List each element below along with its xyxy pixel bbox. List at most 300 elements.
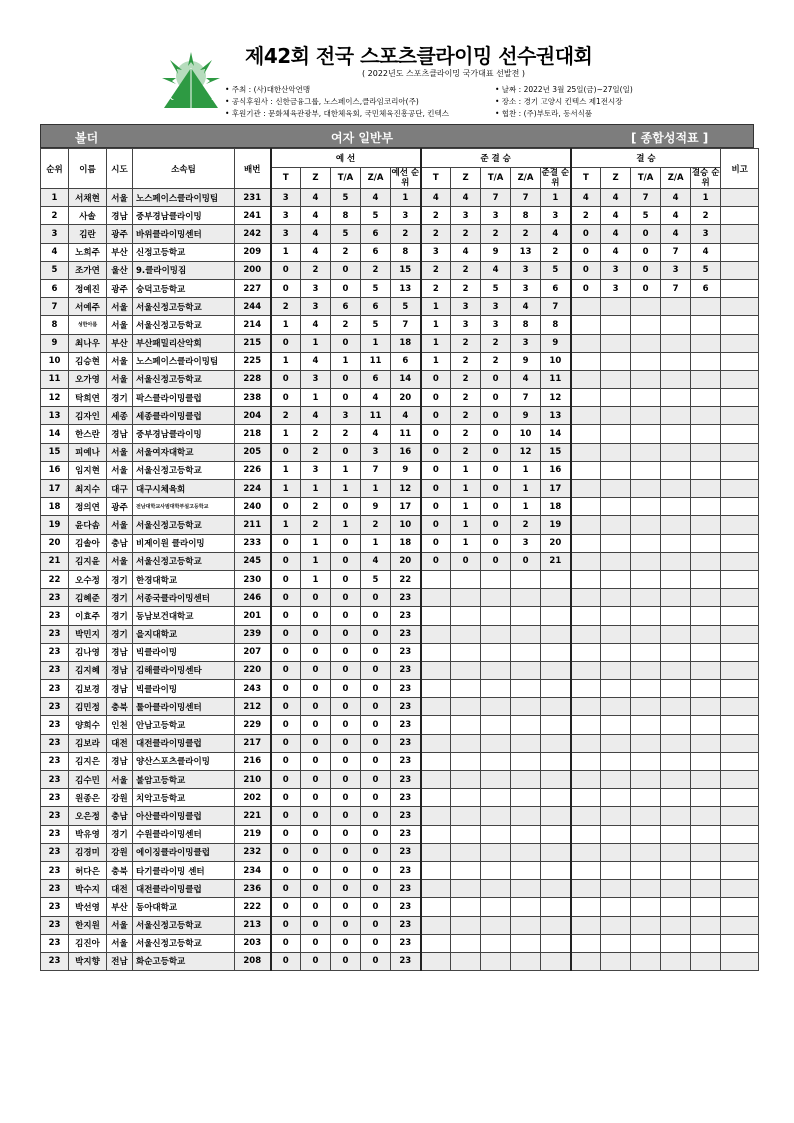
final-t-cell <box>571 570 601 588</box>
semi-z-cell <box>451 643 481 661</box>
final-ta-cell <box>631 843 661 861</box>
final-za-cell <box>661 916 691 934</box>
final-z-cell <box>601 880 631 898</box>
semi-t-cell <box>421 825 451 843</box>
team-cell: 서울신정고등학교 <box>133 316 235 334</box>
region-cell: 경남 <box>107 752 133 770</box>
final-t-cell: 4 <box>571 189 601 207</box>
final-t-cell <box>571 716 601 734</box>
rank-cell: 5 <box>41 261 69 279</box>
note-cell <box>721 643 759 661</box>
team-cell: 서울신정고등학교 <box>133 298 235 316</box>
semi-rank-cell <box>541 607 571 625</box>
qual-za-cell: 0 <box>361 625 391 643</box>
rank-cell: 23 <box>41 952 69 970</box>
bib-cell: 205 <box>235 443 271 461</box>
note-cell <box>721 352 759 370</box>
results-body <box>41 189 759 971</box>
name-cell: 최나우 <box>69 334 107 352</box>
final-t-cell <box>571 861 601 879</box>
qual-ta-cell: 0 <box>331 589 361 607</box>
bib-cell: 231 <box>235 189 271 207</box>
semi-rank-cell: 17 <box>541 480 571 498</box>
final-t-cell <box>571 680 601 698</box>
semi-t-cell: 0 <box>421 516 451 534</box>
col-q-ta: T/A <box>331 168 361 189</box>
semi-t-cell <box>421 861 451 879</box>
semi-ta-cell <box>481 716 511 734</box>
final-z-cell <box>601 625 631 643</box>
semi-t-cell: 0 <box>421 370 451 388</box>
semi-ta-cell: 9 <box>481 243 511 261</box>
name-cell: 조가연 <box>69 261 107 279</box>
qual-ta-cell: 0 <box>331 498 361 516</box>
col-name: 이름 <box>69 149 107 189</box>
final-z-cell <box>601 316 631 334</box>
region-cell: 부산 <box>107 334 133 352</box>
semi-rank-cell <box>541 825 571 843</box>
qual-t-cell: 0 <box>271 643 301 661</box>
note-cell <box>721 898 759 916</box>
table-row <box>41 352 759 370</box>
qual-z-cell: 0 <box>301 752 331 770</box>
note-cell <box>721 261 759 279</box>
col-rank: 순위 <box>41 149 69 189</box>
semi-rank-cell <box>541 643 571 661</box>
semi-t-cell <box>421 589 451 607</box>
table-row <box>41 716 759 734</box>
team-cell: 동남보건대학교 <box>133 607 235 625</box>
qual-z-cell: 1 <box>301 334 331 352</box>
semi-t-cell: 0 <box>421 443 451 461</box>
final-rank-cell <box>691 643 721 661</box>
team-cell: 9.클라이밍짐 <box>133 261 235 279</box>
semi-rank-cell <box>541 789 571 807</box>
final-za-cell <box>661 752 691 770</box>
qual-t-cell: 0 <box>271 607 301 625</box>
final-rank-cell <box>691 352 721 370</box>
semi-t-cell: 2 <box>421 261 451 279</box>
name-cell: 원종은 <box>69 789 107 807</box>
qual-z-cell: 0 <box>301 880 331 898</box>
table-row <box>41 407 759 425</box>
team-cell: 노스페이스클라이밍팀 <box>133 352 235 370</box>
final-z-cell: 4 <box>601 207 631 225</box>
bib-cell: 203 <box>235 934 271 952</box>
qual-rank-cell: 23 <box>391 625 421 643</box>
qual-ta-cell: 1 <box>331 516 361 534</box>
semi-t-cell <box>421 843 451 861</box>
region-cell: 충북 <box>107 698 133 716</box>
rank-cell: 4 <box>41 243 69 261</box>
qual-rank-cell: 6 <box>391 352 421 370</box>
region-cell: 전남 <box>107 952 133 970</box>
qual-z-cell: 0 <box>301 807 331 825</box>
qual-rank-cell: 23 <box>391 952 421 970</box>
final-t-cell <box>571 498 601 516</box>
semi-za-cell <box>511 734 541 752</box>
semi-rank-cell: 7 <box>541 298 571 316</box>
qual-ta-cell: 0 <box>331 625 361 643</box>
semi-ta-cell: 3 <box>481 298 511 316</box>
final-ta-cell <box>631 734 661 752</box>
final-ta-cell: 7 <box>631 189 661 207</box>
category-label: 여자 일반부 <box>331 131 394 145</box>
final-za-cell <box>661 825 691 843</box>
note-cell <box>721 843 759 861</box>
semi-t-cell <box>421 952 451 970</box>
qual-ta-cell: 0 <box>331 643 361 661</box>
final-z-cell <box>601 389 631 407</box>
qual-t-cell: 0 <box>271 789 301 807</box>
semi-rank-cell <box>541 625 571 643</box>
event-info <box>495 84 633 120</box>
qual-ta-cell: 0 <box>331 607 361 625</box>
logo-letters <box>166 92 218 103</box>
semi-t-cell <box>421 934 451 952</box>
semi-z-cell <box>451 625 481 643</box>
final-ta-cell <box>631 570 661 588</box>
semi-ta-cell <box>481 698 511 716</box>
final-ta-cell <box>631 425 661 443</box>
bib-cell: 201 <box>235 607 271 625</box>
final-rank-cell: 4 <box>691 243 721 261</box>
col-team: 소속팀 <box>133 149 235 189</box>
qual-t-cell: 0 <box>271 534 301 552</box>
qual-rank-cell: 20 <box>391 552 421 570</box>
semi-za-cell <box>511 807 541 825</box>
semi-t-cell <box>421 789 451 807</box>
rank-cell: 10 <box>41 352 69 370</box>
semi-z-cell: 1 <box>451 534 481 552</box>
final-rank-cell <box>691 607 721 625</box>
final-z-cell <box>601 698 631 716</box>
qual-t-cell: 0 <box>271 716 301 734</box>
final-z-cell <box>601 352 631 370</box>
bib-cell: 221 <box>235 807 271 825</box>
qual-t-cell: 1 <box>271 461 301 479</box>
qual-za-cell: 0 <box>361 843 391 861</box>
final-za-cell: 7 <box>661 243 691 261</box>
qual-rank-cell: 23 <box>391 607 421 625</box>
semi-t-cell <box>421 698 451 716</box>
qual-ta-cell: 3 <box>331 407 361 425</box>
team-cell: 김해클라이밍센타 <box>133 661 235 679</box>
final-za-cell: 4 <box>661 207 691 225</box>
qual-z-cell: 0 <box>301 789 331 807</box>
semi-ta-cell <box>481 807 511 825</box>
final-ta-cell <box>631 480 661 498</box>
region-cell: 광주 <box>107 279 133 297</box>
final-t-cell: 0 <box>571 279 601 297</box>
bib-cell: 245 <box>235 552 271 570</box>
semi-z-cell: 2 <box>451 389 481 407</box>
rank-cell: 23 <box>41 789 69 807</box>
qual-rank-cell: 4 <box>391 407 421 425</box>
region-cell: 경기 <box>107 570 133 588</box>
name-cell: 김자인 <box>69 407 107 425</box>
final-t-cell <box>571 807 601 825</box>
qual-t-cell: 0 <box>271 552 301 570</box>
name-cell: 김지혜 <box>69 661 107 679</box>
final-za-cell <box>661 625 691 643</box>
rank-cell: 9 <box>41 334 69 352</box>
final-za-cell <box>661 370 691 388</box>
semi-rank-cell <box>541 934 571 952</box>
qual-t-cell: 1 <box>271 425 301 443</box>
col-s-ta: T/A <box>481 168 511 189</box>
col-f-rank: 결승 순위 <box>691 168 720 188</box>
bib-cell: 232 <box>235 843 271 861</box>
final-rank-cell <box>691 807 721 825</box>
semi-z-cell <box>451 807 481 825</box>
qual-ta-cell: 2 <box>331 316 361 334</box>
semi-z-cell <box>451 934 481 952</box>
semi-z-cell <box>451 607 481 625</box>
final-rank-cell: 2 <box>691 207 721 225</box>
final-za-cell <box>661 480 691 498</box>
qual-ta-cell: 0 <box>331 279 361 297</box>
qual-rank-cell: 18 <box>391 534 421 552</box>
table-row <box>41 589 759 607</box>
results-banner <box>40 124 754 148</box>
team-cell: 대전클라이밍클럽 <box>133 734 235 752</box>
team-cell: 중부경남클라이밍 <box>133 425 235 443</box>
semi-z-cell <box>451 698 481 716</box>
semi-rank-cell: 16 <box>541 461 571 479</box>
semi-za-cell: 4 <box>511 370 541 388</box>
qual-z-cell: 4 <box>301 407 331 425</box>
rank-cell: 23 <box>41 716 69 734</box>
final-t-cell <box>571 552 601 570</box>
qual-rank-cell: 23 <box>391 934 421 952</box>
qual-z-cell: 0 <box>301 916 331 934</box>
final-ta-cell: 0 <box>631 279 661 297</box>
region-cell: 경기 <box>107 825 133 843</box>
qual-ta-cell: 0 <box>331 880 361 898</box>
final-ta-cell <box>631 825 661 843</box>
bib-cell: 220 <box>235 661 271 679</box>
note-cell <box>721 734 759 752</box>
final-za-cell <box>661 607 691 625</box>
name-cell: 탁희연 <box>69 389 107 407</box>
semi-z-cell: 3 <box>451 316 481 334</box>
final-za-cell <box>661 843 691 861</box>
final-z-cell <box>601 334 631 352</box>
region-cell: 경남 <box>107 680 133 698</box>
semi-t-cell: 1 <box>421 316 451 334</box>
bib-cell: 238 <box>235 389 271 407</box>
table-row <box>41 334 759 352</box>
qual-z-cell: 2 <box>301 425 331 443</box>
note-cell <box>721 225 759 243</box>
final-ta-cell <box>631 316 661 334</box>
semi-ta-cell <box>481 916 511 934</box>
semi-t-cell <box>421 771 451 789</box>
region-cell: 강원 <box>107 843 133 861</box>
team-cell: 타기클라이밍 센터 <box>133 861 235 879</box>
semi-ta-cell <box>481 589 511 607</box>
table-row <box>41 461 759 479</box>
qual-ta-cell: 0 <box>331 370 361 388</box>
final-za-cell <box>661 334 691 352</box>
qual-ta-cell: 0 <box>331 443 361 461</box>
bib-cell: 236 <box>235 880 271 898</box>
table-row <box>41 734 759 752</box>
final-t-cell: 0 <box>571 243 601 261</box>
col-s-t: T <box>421 168 451 189</box>
final-za-cell <box>661 298 691 316</box>
semi-rank-cell: 19 <box>541 516 571 534</box>
rank-cell: 19 <box>41 516 69 534</box>
name-cell: 김지은 <box>69 752 107 770</box>
qual-t-cell: 0 <box>271 498 301 516</box>
semi-rank-cell <box>541 898 571 916</box>
semi-za-cell <box>511 898 541 916</box>
qual-ta-cell: 0 <box>331 698 361 716</box>
final-za-cell <box>661 407 691 425</box>
name-cell: 정예진 <box>69 279 107 297</box>
final-rank-cell <box>691 498 721 516</box>
table-row <box>41 243 759 261</box>
bib-cell: 216 <box>235 752 271 770</box>
semi-rank-cell <box>541 570 571 588</box>
table-row <box>41 825 759 843</box>
final-ta-cell <box>631 461 661 479</box>
team-cell: 대구시체육회 <box>133 480 235 498</box>
name-cell: 김보경 <box>69 680 107 698</box>
final-t-cell <box>571 734 601 752</box>
name-cell: 서채현 <box>69 189 107 207</box>
rank-cell: 13 <box>41 407 69 425</box>
final-t-cell <box>571 389 601 407</box>
qual-t-cell: 0 <box>271 279 301 297</box>
semi-z-cell <box>451 898 481 916</box>
qual-za-cell: 0 <box>361 661 391 679</box>
semi-ta-cell <box>481 680 511 698</box>
rank-cell: 23 <box>41 607 69 625</box>
final-za-cell <box>661 661 691 679</box>
semi-z-cell: 2 <box>451 225 481 243</box>
final-za-cell <box>661 570 691 588</box>
final-z-cell: 4 <box>601 189 631 207</box>
qual-za-cell: 0 <box>361 752 391 770</box>
final-rank-cell <box>691 407 721 425</box>
semi-z-cell <box>451 861 481 879</box>
qual-za-cell: 6 <box>361 370 391 388</box>
final-rank-cell <box>691 534 721 552</box>
rank-cell: 3 <box>41 225 69 243</box>
qual-t-cell: 0 <box>271 934 301 952</box>
qual-ta-cell: 5 <box>331 189 361 207</box>
qual-t-cell: 0 <box>271 334 301 352</box>
team-cell: 전남대학교사범대학부설고등학교 <box>133 498 235 516</box>
final-za-cell <box>661 389 691 407</box>
note-cell <box>721 698 759 716</box>
semi-t-cell <box>421 680 451 698</box>
semi-z-cell: 2 <box>451 407 481 425</box>
name-cell: 피예나 <box>69 443 107 461</box>
final-t-cell <box>571 534 601 552</box>
qual-z-cell: 2 <box>301 261 331 279</box>
final-rank-cell <box>691 771 721 789</box>
col-f-ta: T/A <box>631 168 661 189</box>
semi-z-cell <box>451 716 481 734</box>
final-t-cell <box>571 789 601 807</box>
name-cell: 김민정 <box>69 698 107 716</box>
qual-za-cell: 5 <box>361 279 391 297</box>
qual-ta-cell: 0 <box>331 534 361 552</box>
semi-rank-cell: 9 <box>541 334 571 352</box>
final-z-cell <box>601 461 631 479</box>
final-rank-cell <box>691 661 721 679</box>
bib-cell: 241 <box>235 207 271 225</box>
final-ta-cell <box>631 861 661 879</box>
table-row <box>41 898 759 916</box>
table-row <box>41 661 759 679</box>
semi-rank-cell: 11 <box>541 370 571 388</box>
name-cell: 허다은 <box>69 861 107 879</box>
rank-cell: 23 <box>41 734 69 752</box>
semi-t-cell <box>421 898 451 916</box>
qual-t-cell: 0 <box>271 625 301 643</box>
name-cell: 임지현 <box>69 461 107 479</box>
qual-z-cell: 4 <box>301 352 331 370</box>
region-cell: 대전 <box>107 880 133 898</box>
semi-z-cell: 2 <box>451 370 481 388</box>
table-row <box>41 389 759 407</box>
semi-za-cell: 4 <box>511 298 541 316</box>
qual-z-cell: 2 <box>301 498 331 516</box>
document-header <box>0 0 794 123</box>
rank-cell: 17 <box>41 480 69 498</box>
final-t-cell <box>571 461 601 479</box>
qual-ta-cell: 0 <box>331 807 361 825</box>
table-row <box>41 952 759 970</box>
note-cell <box>721 334 759 352</box>
bib-cell: 226 <box>235 461 271 479</box>
semi-ta-cell <box>481 861 511 879</box>
qual-z-cell: 0 <box>301 680 331 698</box>
rank-cell: 12 <box>41 389 69 407</box>
semi-t-cell <box>421 607 451 625</box>
qual-ta-cell: 0 <box>331 825 361 843</box>
bib-cell: 239 <box>235 625 271 643</box>
note-cell <box>721 516 759 534</box>
final-ta-cell <box>631 807 661 825</box>
table-row <box>41 570 759 588</box>
final-ta-cell <box>631 934 661 952</box>
semi-za-cell <box>511 643 541 661</box>
qual-rank-cell: 14 <box>391 370 421 388</box>
semi-z-cell: 2 <box>451 279 481 297</box>
rank-cell: 23 <box>41 807 69 825</box>
qual-z-cell: 0 <box>301 825 331 843</box>
semi-ta-cell: 4 <box>481 261 511 279</box>
bib-cell: 246 <box>235 589 271 607</box>
table-row <box>41 625 759 643</box>
qual-ta-cell: 0 <box>331 716 361 734</box>
table-row <box>41 789 759 807</box>
final-za-cell: 4 <box>661 225 691 243</box>
semi-rank-cell: 3 <box>541 207 571 225</box>
qual-rank-cell: 11 <box>391 425 421 443</box>
semi-ta-cell: 3 <box>481 316 511 334</box>
semi-t-cell: 1 <box>421 298 451 316</box>
name-cell: 오가영 <box>69 370 107 388</box>
semi-z-cell: 3 <box>451 298 481 316</box>
final-ta-cell: 0 <box>631 243 661 261</box>
